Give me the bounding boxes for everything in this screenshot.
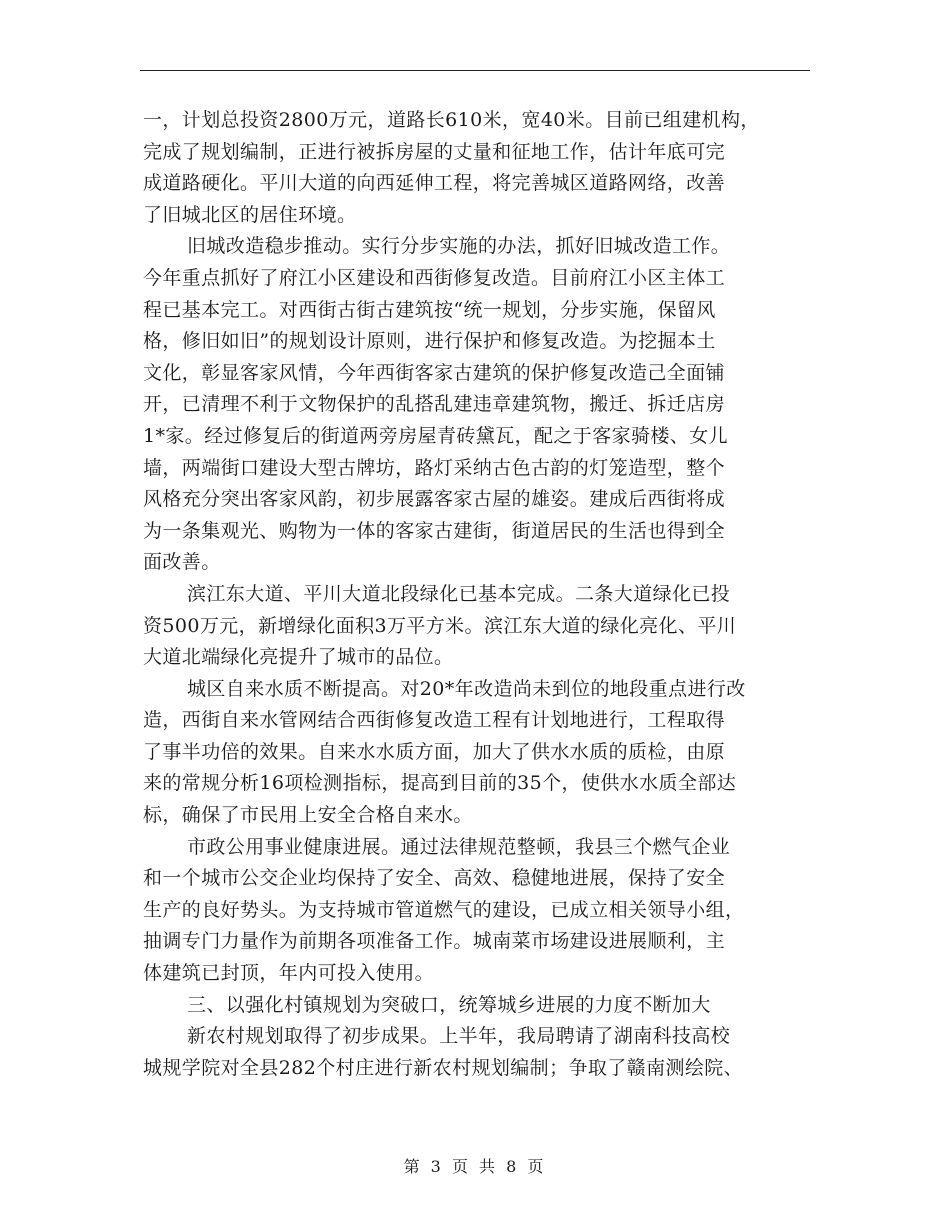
text-line: 标，确保了市民用上安全合格自来水。 <box>143 804 473 827</box>
text-line: 墙，两端街口建设大型古牌坊，路灯采纳古色古韵的灯笼造型，整个 <box>143 456 726 479</box>
text-line: 开，已清理不利于文物保护的乱搭乱建违章建筑物，搬迁、拆迁店房 <box>143 393 726 416</box>
text-line: 为一条集观光、购物为一体的客家古建街，街道居民的生活也得到全 <box>143 519 726 542</box>
text-line: 了旧城北区的居住环境。 <box>143 203 357 226</box>
text-line: 格，修旧如旧”的规划设计原则，进行保护和修复改造。为挖掘本土 <box>143 330 716 353</box>
text-line: 滨江东大道、平川大道北段绿化已基本完成。二条大道绿化已投 <box>187 582 731 605</box>
text-line: 文化，彰显客家风情，今年西街客家古建筑的保护修复改造己全面铺 <box>143 361 726 384</box>
text-line: 市政公用事业健康进展。通过法律规范整顿，我县三个燃气企业 <box>187 835 731 858</box>
text-line: 体建筑已封顶，年内可投入使用。 <box>143 962 435 985</box>
text-line: 风格充分突出客家风韵，初步展露客家古屋的雄姿。建成后西街将成 <box>143 488 726 511</box>
text-line: 城区自来水质不断提高。对20*年改造尚未到位的地段重点进行改 <box>187 677 746 700</box>
text-line: 程已基本完工。对西街古街古建筑按“统一规划，分步实施，保留风 <box>143 298 716 321</box>
text-line: 大道北端绿化亮提升了城市的品位。 <box>143 646 454 669</box>
text-line: 三、以强化村镇规划为突破口，统筹城乡进展的力度不断加大 <box>187 993 711 1016</box>
text-line: 城规学院对全县282个村庄进行新农村规划编制；争取了赣南测绘院、 <box>143 1056 744 1079</box>
text-line: 来的常规分析16项检测指标，提高到目前的35个，使供水水质全部达 <box>143 772 737 795</box>
text-line: 旧城改造稳步推动。实行分步实施的办法，抓好旧城改造工作。 <box>187 235 731 258</box>
text-line: 今年重点抓好了府江小区建设和西街修复改造。目前府江小区主体工 <box>143 266 726 289</box>
text-line: 了事半功倍的效果。自来水水质方面，加大了供水水质的质检，由原 <box>143 740 726 763</box>
text-line: 一，计划总投资2800万元，道路长610米，宽40米。目前已组建机构， <box>143 109 760 131</box>
text-line: 生产的良好势头。为支持城市管道燃气的建设，已成立相关领导小组， <box>143 898 745 921</box>
text-line: 和一个城市公交企业均保持了安全、高效、稳健地进展，保持了安全 <box>143 867 726 890</box>
text-line: 资500万元，新增绿化面积3万平方米。滨江东大道的绿化亮化、平川 <box>143 614 737 637</box>
document-body <box>143 105 823 1084</box>
page-footer: 第 3 页 共 8 页 <box>403 1157 547 1176</box>
text-line: 完成了规划编制，正进行被拆房屋的丈量和征地工作，估计年底可完 <box>143 140 726 163</box>
text-line: 面改善。 <box>143 551 221 574</box>
text-line: 1*家。经过修复后的街道两旁房屋青砖黛瓦，配之于客家骑楼、女儿 <box>143 424 728 447</box>
text-line: 造，西街自来水管网结合西街修复改造工程有计划地进行，工程取得 <box>143 709 726 732</box>
text-line: 成道路硬化。平川大道的向西延伸工程，将完善城区道路网络，改善 <box>143 172 726 195</box>
text-line: 抽调专门力量作为前期各项准备工作。城南菜市场建设进展顺利，主 <box>143 930 726 953</box>
header-rule <box>140 70 810 71</box>
text-line: 新农村规划取得了初步成果。上半年，我局聘请了湖南科技高校 <box>187 1025 731 1048</box>
